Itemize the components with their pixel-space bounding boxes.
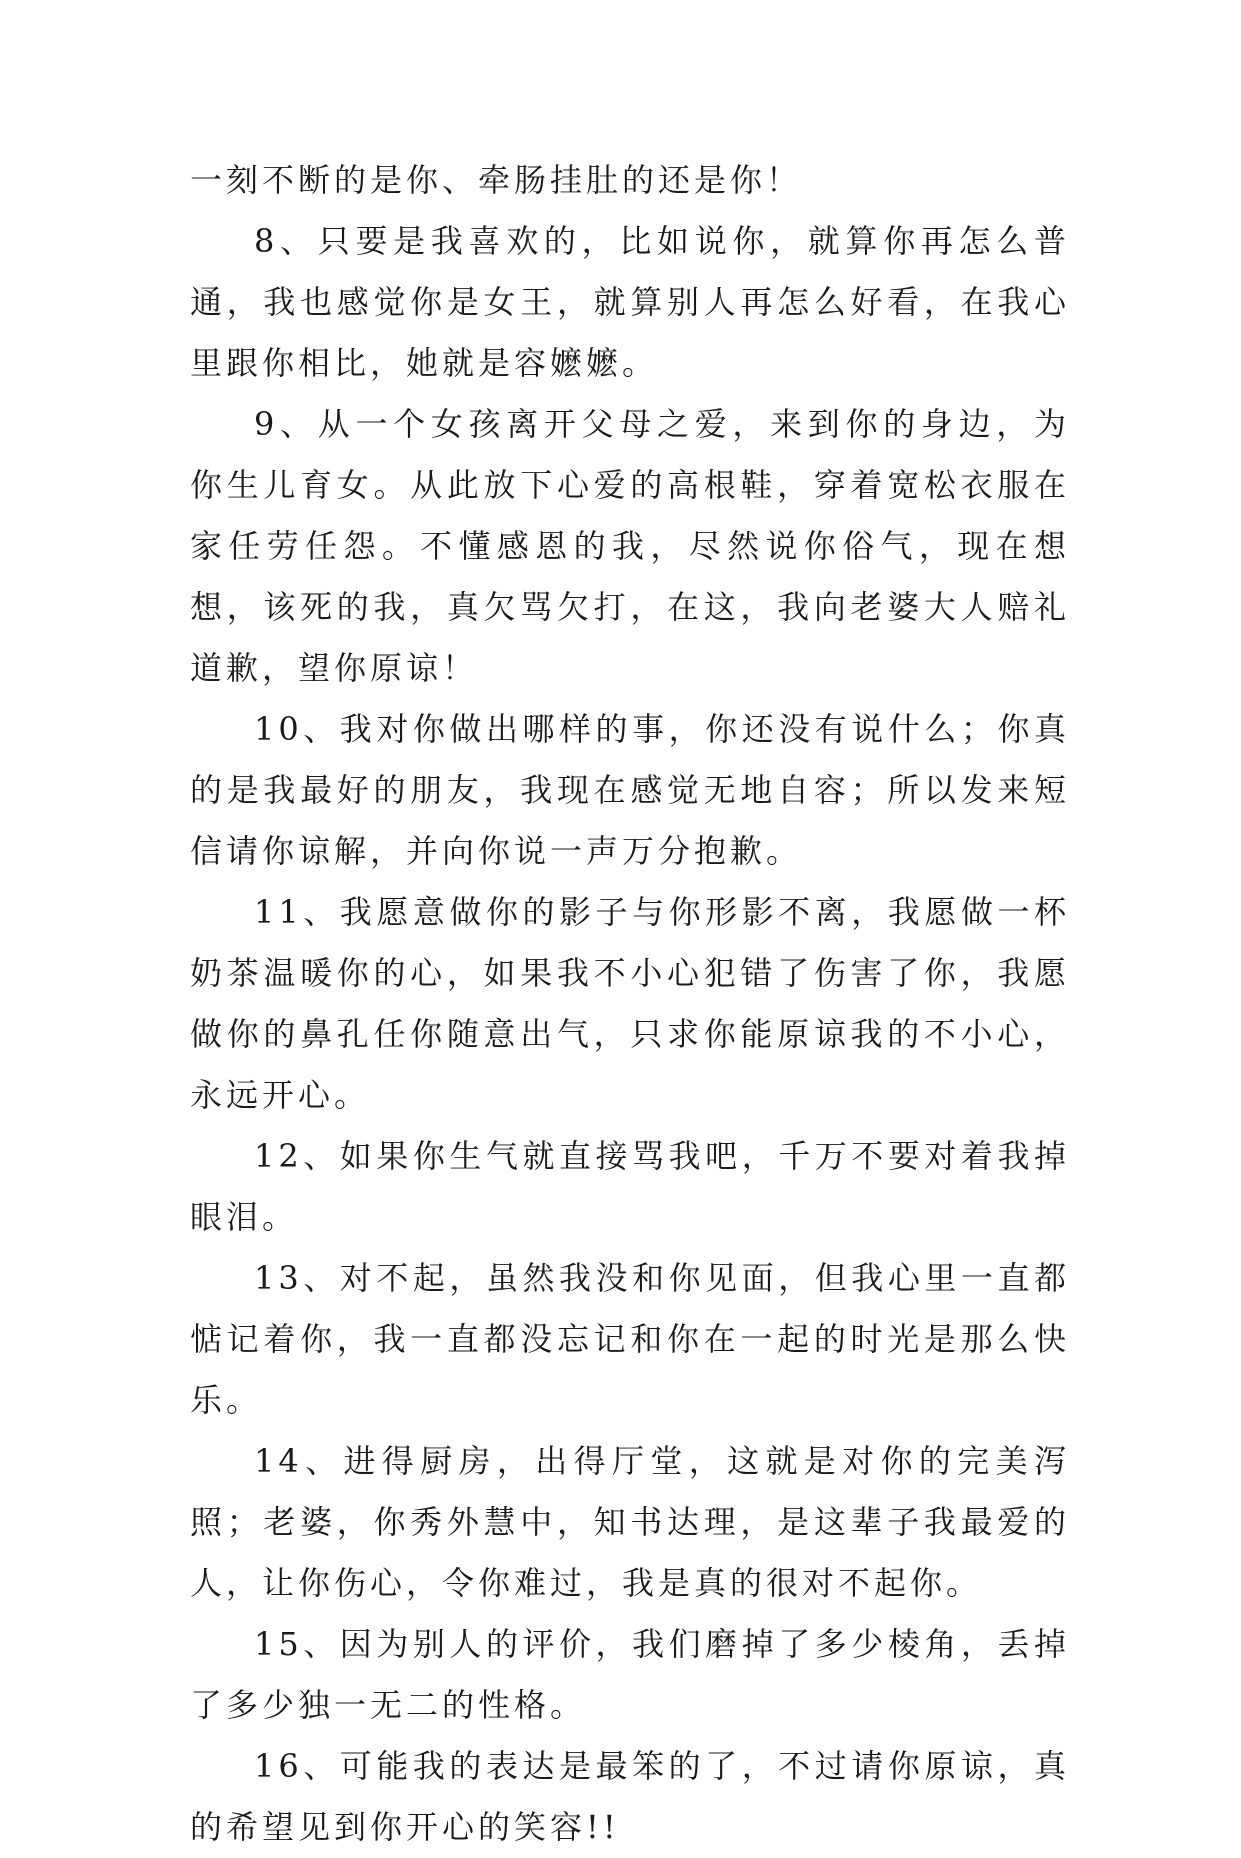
paragraph-16: 16、可能我的表达是最笨的了，不过请你原谅，真的希望见到你开心的笑容!! (190, 1747, 1070, 1846)
paragraph-12: 12、如果你生气就直接骂我吧，千万不要对着我掉眼泪。 (190, 1137, 1070, 1236)
paragraph-continued: 一刻不断的是你、牵肠挂肚的还是你！ (190, 161, 803, 199)
paragraph-11: 11、我愿意做你的影子与你形影不离，我愿做一杯奶茶温暖你的心，如果我不小心犯错了伤害了你，我愿做你的鼻孔任你随意出气，只求你能原谅我的不小心，永远开心。 (190, 893, 1070, 1114)
paragraph-15: 15、因为别人的评价，我们磨掉了多少棱角，丢掉了多少独一无二的性格。 (190, 1625, 1070, 1724)
paragraph-14: 14、进得厨房，出得厅堂，这就是对你的完美泻照；老婆，你秀外慧中，知书达理，是这辈子我最爱的人，让你伤心，令你难过，我是真的很对不起你。 (190, 1442, 1070, 1602)
paragraph-9: 9、从一个女孩离开父母之爱，来到你的身边，为你生儿育女。从此放下心爱的高根鞋，穿着宽松衣服在家任劳任怨。不懂感恩的我，尽然说你俗气，现在想想，该死的我，真欠骂欠打，在这，我向老婆大人赔礼道歉，望你原谅！ (190, 405, 1070, 687)
paragraph-10: 10、我对你做出哪样的事，你还没有说什么；你真的是我最好的朋友，我现在感觉无地自容；所以发来短信请你谅解，并向你说一声万分抱歉。 (190, 710, 1070, 870)
document-body (190, 150, 1070, 1858)
paragraph-13: 13、对不起，虽然我没和你见面，但我心里一直都惦记着你，我一直都没忘记和你在一起的时光是那么快乐。 (190, 1259, 1070, 1419)
paragraph-8: 8、只要是我喜欢的，比如说你，就算你再怎么普通，我也感觉你是女王，就算别人再怎么好看，在我心里跟你相比，她就是容嬷嬷。 (190, 222, 1070, 382)
